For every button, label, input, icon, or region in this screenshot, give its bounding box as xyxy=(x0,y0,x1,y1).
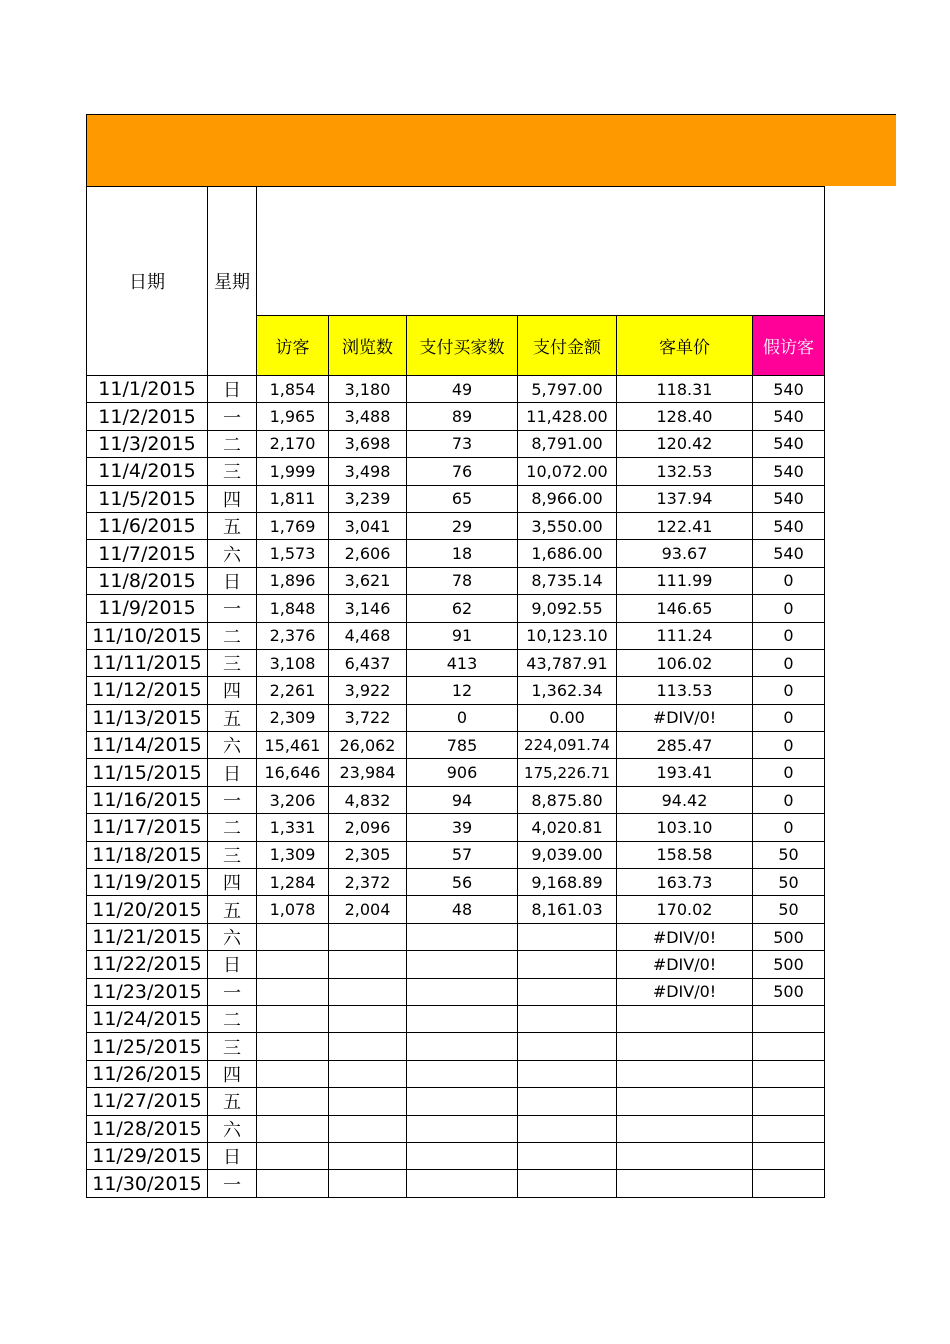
cell-date: 11/24/2015 xyxy=(87,1005,208,1032)
cell-buyers: 18 xyxy=(407,540,518,567)
table-row xyxy=(87,869,825,896)
cell-pageviews: 3,041 xyxy=(329,512,407,539)
cell-unit-price xyxy=(617,1088,753,1115)
table-row xyxy=(87,704,825,731)
cell-weekday: 日 xyxy=(208,759,257,786)
cell-fake-visitors: 500 xyxy=(753,923,825,950)
table-row xyxy=(87,512,825,539)
cell-pageviews: 23,984 xyxy=(329,759,407,786)
cell-weekday: 一 xyxy=(208,978,257,1005)
cell-pageviews xyxy=(329,978,407,1005)
cell-unit-price: 106.02 xyxy=(617,649,753,676)
cell-fake-visitors: 0 xyxy=(753,759,825,786)
cell-date: 11/11/2015 xyxy=(87,649,208,676)
cell-fake-visitors: 0 xyxy=(753,622,825,649)
table-row xyxy=(87,1033,825,1060)
table-row xyxy=(87,376,825,403)
cell-buyers xyxy=(407,1088,518,1115)
header-weekday: 星期 xyxy=(208,187,257,376)
cell-unit-price: #DIV/0! xyxy=(617,923,753,950)
cell-unit-price: 158.58 xyxy=(617,841,753,868)
cell-amount: 3,550.00 xyxy=(518,512,617,539)
cell-pageviews: 4,468 xyxy=(329,622,407,649)
cell-date: 11/3/2015 xyxy=(87,430,208,457)
cell-date: 11/16/2015 xyxy=(87,786,208,813)
cell-pageviews: 2,096 xyxy=(329,814,407,841)
cell-buyers: 76 xyxy=(407,458,518,485)
table-row xyxy=(87,1142,825,1169)
header-blank-area xyxy=(257,187,825,316)
cell-pageviews: 26,062 xyxy=(329,732,407,759)
cell-amount xyxy=(518,951,617,978)
cell-pageviews: 2,004 xyxy=(329,896,407,923)
cell-date: 11/22/2015 xyxy=(87,951,208,978)
cell-date: 11/25/2015 xyxy=(87,1033,208,1060)
cell-amount: 5,797.00 xyxy=(518,376,617,403)
cell-date: 11/13/2015 xyxy=(87,704,208,731)
cell-date: 11/29/2015 xyxy=(87,1142,208,1169)
cell-pageviews: 3,146 xyxy=(329,595,407,622)
cell-date: 11/6/2015 xyxy=(87,512,208,539)
cell-fake-visitors: 0 xyxy=(753,677,825,704)
cell-weekday: 三 xyxy=(208,458,257,485)
cell-unit-price: 111.24 xyxy=(617,622,753,649)
cell-fake-visitors: 540 xyxy=(753,430,825,457)
table-row xyxy=(87,841,825,868)
cell-buyers xyxy=(407,951,518,978)
cell-visitors: 1,078 xyxy=(257,896,329,923)
cell-pageviews xyxy=(329,1088,407,1115)
cell-buyers: 39 xyxy=(407,814,518,841)
cell-buyers xyxy=(407,1142,518,1169)
table-row xyxy=(87,1088,825,1115)
cell-weekday: 日 xyxy=(208,1142,257,1169)
header-pageviews: 浏览数 xyxy=(329,316,407,376)
cell-unit-price: 137.94 xyxy=(617,485,753,512)
cell-buyers: 91 xyxy=(407,622,518,649)
cell-unit-price: 163.73 xyxy=(617,869,753,896)
cell-date: 11/8/2015 xyxy=(87,567,208,594)
cell-unit-price: 118.31 xyxy=(617,376,753,403)
cell-fake-visitors xyxy=(753,1033,825,1060)
cell-buyers xyxy=(407,978,518,1005)
cell-buyers: 62 xyxy=(407,595,518,622)
cell-weekday: 一 xyxy=(208,786,257,813)
cell-fake-visitors: 540 xyxy=(753,512,825,539)
cell-buyers xyxy=(407,1033,518,1060)
cell-visitors xyxy=(257,1060,329,1087)
cell-amount: 1,362.34 xyxy=(518,677,617,704)
cell-visitors xyxy=(257,1088,329,1115)
cell-weekday: 三 xyxy=(208,649,257,676)
cell-unit-price: 128.40 xyxy=(617,403,753,430)
cell-buyers: 56 xyxy=(407,869,518,896)
cell-buyers: 785 xyxy=(407,732,518,759)
cell-fake-visitors: 540 xyxy=(753,540,825,567)
cell-amount: 8,791.00 xyxy=(518,430,617,457)
cell-visitors xyxy=(257,1170,329,1197)
cell-date: 11/15/2015 xyxy=(87,759,208,786)
cell-date: 11/28/2015 xyxy=(87,1115,208,1142)
header-visitors: 访客 xyxy=(257,316,329,376)
cell-fake-visitors: 50 xyxy=(753,841,825,868)
cell-weekday: 一 xyxy=(208,403,257,430)
cell-amount: 1,686.00 xyxy=(518,540,617,567)
cell-date: 11/19/2015 xyxy=(87,869,208,896)
cell-visitors xyxy=(257,1033,329,1060)
cell-fake-visitors: 0 xyxy=(753,786,825,813)
cell-visitors: 2,261 xyxy=(257,677,329,704)
cell-buyers: 49 xyxy=(407,376,518,403)
daily-stats-table xyxy=(86,186,825,1198)
cell-fake-visitors: 0 xyxy=(753,732,825,759)
cell-buyers xyxy=(407,1060,518,1087)
cell-visitors: 1,848 xyxy=(257,595,329,622)
cell-weekday: 日 xyxy=(208,567,257,594)
cell-buyers: 29 xyxy=(407,512,518,539)
cell-date: 11/14/2015 xyxy=(87,732,208,759)
cell-amount: 10,072.00 xyxy=(518,458,617,485)
cell-fake-visitors: 540 xyxy=(753,403,825,430)
table-row xyxy=(87,814,825,841)
cell-visitors: 1,811 xyxy=(257,485,329,512)
cell-weekday: 二 xyxy=(208,622,257,649)
cell-amount: 224,091.74 xyxy=(518,732,617,759)
cell-visitors: 1,309 xyxy=(257,841,329,868)
cell-amount: 9,168.89 xyxy=(518,869,617,896)
cell-amount xyxy=(518,1005,617,1032)
cell-pageviews: 3,621 xyxy=(329,567,407,594)
cell-visitors: 1,999 xyxy=(257,458,329,485)
cell-date: 11/9/2015 xyxy=(87,595,208,622)
cell-unit-price: 146.65 xyxy=(617,595,753,622)
cell-weekday: 二 xyxy=(208,814,257,841)
cell-pageviews xyxy=(329,1005,407,1032)
cell-date: 11/2/2015 xyxy=(87,403,208,430)
cell-visitors xyxy=(257,978,329,1005)
cell-buyers: 0 xyxy=(407,704,518,731)
cell-visitors: 1,284 xyxy=(257,869,329,896)
cell-fake-visitors: 500 xyxy=(753,951,825,978)
table-row xyxy=(87,1170,825,1197)
cell-amount xyxy=(518,1170,617,1197)
cell-unit-price: 132.53 xyxy=(617,458,753,485)
cell-fake-visitors xyxy=(753,1170,825,1197)
cell-visitors: 1,854 xyxy=(257,376,329,403)
cell-amount xyxy=(518,1142,617,1169)
table-row xyxy=(87,622,825,649)
table-row xyxy=(87,951,825,978)
cell-pageviews: 3,698 xyxy=(329,430,407,457)
cell-unit-price: 111.99 xyxy=(617,567,753,594)
cell-date: 11/12/2015 xyxy=(87,677,208,704)
cell-date: 11/7/2015 xyxy=(87,540,208,567)
cell-unit-price xyxy=(617,1115,753,1142)
cell-fake-visitors: 0 xyxy=(753,567,825,594)
table-row xyxy=(87,430,825,457)
header-row-top xyxy=(87,187,825,316)
cell-unit-price: #DIV/0! xyxy=(617,704,753,731)
table-row xyxy=(87,595,825,622)
cell-date: 11/18/2015 xyxy=(87,841,208,868)
cell-amount: 11,428.00 xyxy=(518,403,617,430)
cell-date: 11/1/2015 xyxy=(87,376,208,403)
cell-fake-visitors: 50 xyxy=(753,896,825,923)
table-row xyxy=(87,1005,825,1032)
cell-buyers: 48 xyxy=(407,896,518,923)
cell-amount: 9,092.55 xyxy=(518,595,617,622)
cell-weekday: 三 xyxy=(208,1033,257,1060)
cell-amount: 8,161.03 xyxy=(518,896,617,923)
cell-pageviews: 6,437 xyxy=(329,649,407,676)
cell-fake-visitors: 0 xyxy=(753,649,825,676)
cell-pageviews: 2,305 xyxy=(329,841,407,868)
cell-weekday: 五 xyxy=(208,896,257,923)
cell-date: 11/5/2015 xyxy=(87,485,208,512)
cell-fake-visitors: 0 xyxy=(753,704,825,731)
cell-buyers: 78 xyxy=(407,567,518,594)
cell-fake-visitors: 50 xyxy=(753,869,825,896)
cell-weekday: 六 xyxy=(208,540,257,567)
cell-pageviews: 3,180 xyxy=(329,376,407,403)
cell-pageviews: 4,832 xyxy=(329,786,407,813)
cell-pageviews xyxy=(329,1115,407,1142)
table-row xyxy=(87,485,825,512)
cell-fake-visitors xyxy=(753,1088,825,1115)
header-date: 日期 xyxy=(87,187,208,376)
cell-unit-price: #DIV/0! xyxy=(617,951,753,978)
cell-visitors: 1,965 xyxy=(257,403,329,430)
cell-weekday: 六 xyxy=(208,923,257,950)
cell-unit-price: 113.53 xyxy=(617,677,753,704)
cell-visitors xyxy=(257,1142,329,1169)
cell-unit-price xyxy=(617,1170,753,1197)
cell-date: 11/17/2015 xyxy=(87,814,208,841)
cell-unit-price: 170.02 xyxy=(617,896,753,923)
cell-pageviews xyxy=(329,1033,407,1060)
table-row xyxy=(87,786,825,813)
cell-pageviews xyxy=(329,1060,407,1087)
table-row xyxy=(87,1060,825,1087)
table-row xyxy=(87,649,825,676)
cell-weekday: 五 xyxy=(208,704,257,731)
cell-unit-price xyxy=(617,1033,753,1060)
header-amount: 支付金额 xyxy=(518,316,617,376)
cell-pageviews xyxy=(329,923,407,950)
cell-date: 11/4/2015 xyxy=(87,458,208,485)
table-row xyxy=(87,759,825,786)
cell-unit-price: #DIV/0! xyxy=(617,978,753,1005)
cell-visitors xyxy=(257,951,329,978)
cell-unit-price xyxy=(617,1005,753,1032)
cell-fake-visitors: 0 xyxy=(753,814,825,841)
cell-pageviews: 3,922 xyxy=(329,677,407,704)
cell-buyers: 65 xyxy=(407,485,518,512)
cell-pageviews: 2,372 xyxy=(329,869,407,896)
cell-visitors: 3,108 xyxy=(257,649,329,676)
cell-fake-visitors xyxy=(753,1115,825,1142)
cell-unit-price: 193.41 xyxy=(617,759,753,786)
cell-amount xyxy=(518,1088,617,1115)
table-row xyxy=(87,567,825,594)
title-banner xyxy=(86,114,896,186)
cell-date: 11/30/2015 xyxy=(87,1170,208,1197)
cell-visitors: 3,206 xyxy=(257,786,329,813)
cell-buyers: 57 xyxy=(407,841,518,868)
cell-amount xyxy=(518,923,617,950)
cell-fake-visitors: 500 xyxy=(753,978,825,1005)
cell-unit-price: 94.42 xyxy=(617,786,753,813)
cell-amount xyxy=(518,1060,617,1087)
header-unit-price: 客单价 xyxy=(617,316,753,376)
cell-buyers: 413 xyxy=(407,649,518,676)
cell-unit-price: 122.41 xyxy=(617,512,753,539)
cell-date: 11/20/2015 xyxy=(87,896,208,923)
cell-weekday: 三 xyxy=(208,841,257,868)
cell-pageviews xyxy=(329,1170,407,1197)
cell-fake-visitors: 0 xyxy=(753,595,825,622)
cell-weekday: 四 xyxy=(208,485,257,512)
cell-amount: 175,226.71 xyxy=(518,759,617,786)
cell-date: 11/27/2015 xyxy=(87,1088,208,1115)
cell-weekday: 日 xyxy=(208,376,257,403)
cell-fake-visitors xyxy=(753,1142,825,1169)
cell-amount: 8,966.00 xyxy=(518,485,617,512)
cell-fake-visitors xyxy=(753,1005,825,1032)
cell-unit-price xyxy=(617,1060,753,1087)
cell-weekday: 四 xyxy=(208,1060,257,1087)
cell-visitors: 2,376 xyxy=(257,622,329,649)
cell-date: 11/23/2015 xyxy=(87,978,208,1005)
cell-date: 11/10/2015 xyxy=(87,622,208,649)
cell-visitors: 2,170 xyxy=(257,430,329,457)
cell-buyers: 73 xyxy=(407,430,518,457)
cell-buyers: 94 xyxy=(407,786,518,813)
cell-visitors: 1,573 xyxy=(257,540,329,567)
cell-fake-visitors: 540 xyxy=(753,485,825,512)
cell-visitors xyxy=(257,1115,329,1142)
table-row xyxy=(87,458,825,485)
cell-fake-visitors xyxy=(753,1060,825,1087)
cell-date: 11/21/2015 xyxy=(87,923,208,950)
table-row xyxy=(87,732,825,759)
cell-unit-price: 285.47 xyxy=(617,732,753,759)
cell-amount xyxy=(518,1033,617,1060)
table-row xyxy=(87,896,825,923)
cell-visitors: 1,769 xyxy=(257,512,329,539)
header-buyers: 支付买家数 xyxy=(407,316,518,376)
cell-weekday: 六 xyxy=(208,732,257,759)
cell-visitors: 15,461 xyxy=(257,732,329,759)
cell-pageviews: 3,488 xyxy=(329,403,407,430)
cell-amount: 43,787.91 xyxy=(518,649,617,676)
cell-visitors: 1,331 xyxy=(257,814,329,841)
cell-fake-visitors: 540 xyxy=(753,376,825,403)
cell-buyers xyxy=(407,923,518,950)
cell-buyers: 906 xyxy=(407,759,518,786)
cell-buyers xyxy=(407,1115,518,1142)
table-row xyxy=(87,1115,825,1142)
cell-visitors: 2,309 xyxy=(257,704,329,731)
cell-weekday: 二 xyxy=(208,1005,257,1032)
cell-amount: 10,123.10 xyxy=(518,622,617,649)
cell-buyers: 12 xyxy=(407,677,518,704)
cell-unit-price: 120.42 xyxy=(617,430,753,457)
cell-weekday: 四 xyxy=(208,677,257,704)
table-row xyxy=(87,923,825,950)
table-row xyxy=(87,978,825,1005)
table-row xyxy=(87,677,825,704)
cell-weekday: 日 xyxy=(208,951,257,978)
cell-unit-price xyxy=(617,1142,753,1169)
cell-fake-visitors: 540 xyxy=(753,458,825,485)
cell-amount xyxy=(518,978,617,1005)
cell-pageviews: 3,722 xyxy=(329,704,407,731)
cell-buyers xyxy=(407,1005,518,1032)
table-row xyxy=(87,540,825,567)
cell-amount: 4,020.81 xyxy=(518,814,617,841)
table-row xyxy=(87,403,825,430)
cell-buyers: 89 xyxy=(407,403,518,430)
cell-amount xyxy=(518,1115,617,1142)
cell-weekday: 五 xyxy=(208,1088,257,1115)
cell-visitors: 1,896 xyxy=(257,567,329,594)
cell-buyers xyxy=(407,1170,518,1197)
cell-unit-price: 103.10 xyxy=(617,814,753,841)
cell-weekday: 一 xyxy=(208,595,257,622)
cell-pageviews: 2,606 xyxy=(329,540,407,567)
cell-amount: 8,875.80 xyxy=(518,786,617,813)
cell-visitors xyxy=(257,1005,329,1032)
cell-weekday: 一 xyxy=(208,1170,257,1197)
cell-amount: 9,039.00 xyxy=(518,841,617,868)
header-fake-visitors: 假访客 xyxy=(753,316,825,376)
cell-pageviews xyxy=(329,951,407,978)
cell-visitors: 16,646 xyxy=(257,759,329,786)
cell-unit-price: 93.67 xyxy=(617,540,753,567)
cell-weekday: 二 xyxy=(208,430,257,457)
cell-date: 11/26/2015 xyxy=(87,1060,208,1087)
cell-amount: 8,735.14 xyxy=(518,567,617,594)
cell-visitors xyxy=(257,923,329,950)
cell-weekday: 四 xyxy=(208,869,257,896)
cell-pageviews: 3,239 xyxy=(329,485,407,512)
cell-weekday: 五 xyxy=(208,512,257,539)
cell-amount: 0.00 xyxy=(518,704,617,731)
cell-weekday: 六 xyxy=(208,1115,257,1142)
cell-pageviews xyxy=(329,1142,407,1169)
cell-pageviews: 3,498 xyxy=(329,458,407,485)
